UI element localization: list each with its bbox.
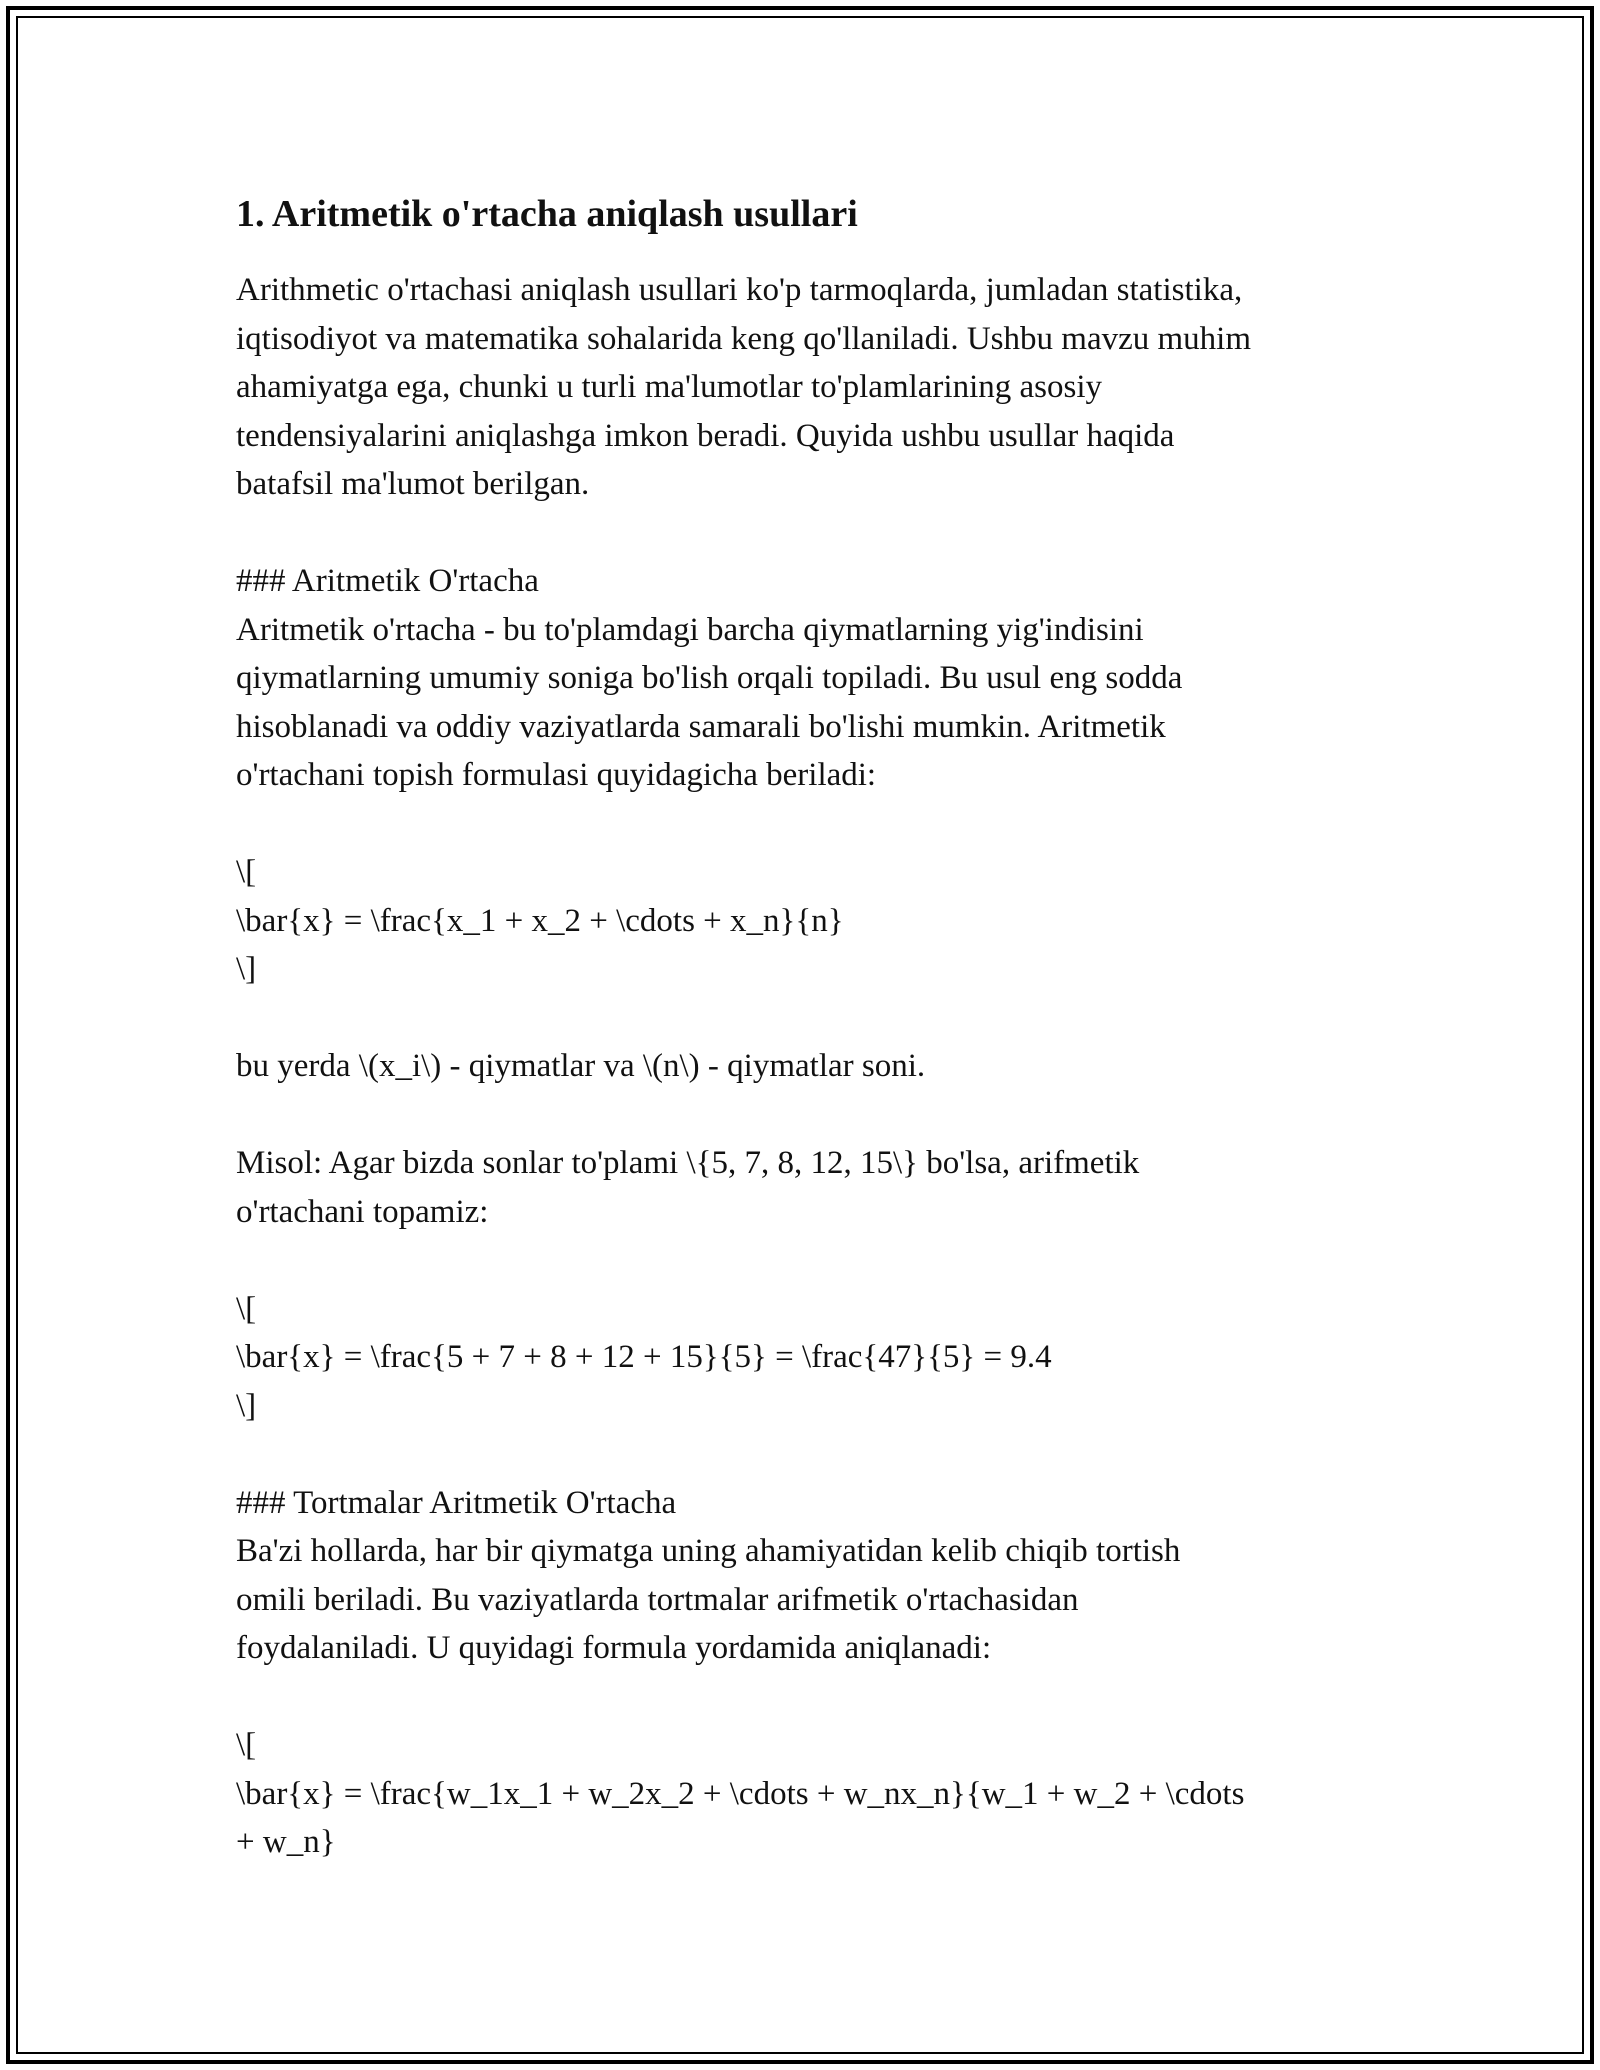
spacer (236, 509, 1376, 558)
section-paragraph-weighted-mean: Ba'zi hollarda, har bir qiymatga uning ahamiyatidan kelib chiqib tortish omili beriladi. Bu vaziyatlarda tortmalar arifmetik o'rtachasidan foydalaniladi. U quyidagi formula yordamida aniqlanadi: (236, 1533, 1181, 1666)
formula-example: \[ \bar{x} = \frac{5 + 7 + 8 + 12 + 15}{5} = \frac{47}{5} = 9.4 \] (236, 1290, 1052, 1424)
spacer (236, 1091, 1376, 1140)
formula-weighted-mean: \[ \bar{x} = \frac{w_1x_1 + w_2x_2 + \cdots + w_nx_n}{w_1 + w_2 + \cdots + w_n} (236, 1727, 1245, 1860)
section-paragraph-arithmetic-mean: Aritmetik o'rtacha - bu to'plamdagi barcha qiymatlarning yig'indisini qiymatlarning umumiy soniga bo'lish orqali topiladi. Bu usul eng sodda hisoblanadi va oddiy vaziyatlarda samarali bo'lishi mumkin. Aritmetik o'rtachani topish formulasi quyidagicha beriladi: (236, 611, 1183, 793)
spacer (236, 1430, 1376, 1479)
example-paragraph: Misol: Agar bizda sonlar to'plami \{5, 7, 8, 12, 15\} bo'lsa, arifmetik o'rtachani topamiz: (236, 1145, 1140, 1230)
spacer (236, 1673, 1376, 1722)
document-body (236, 186, 1376, 1867)
intro-paragraph: Arithmetic o'rtachasi aniqlash usullari ko'p tarmoqlarda, jumladan statistika, iqtisodiyot va matematika sohalarida keng qo'llaniladi. Ushbu mavzu muhim ahamiyatga ega, chunki u turli ma'lumotlar to'plamlarining asosiy tendensiyalarini aniqlashga imkon beradi. Quyida ushbu usullar haqida batafsil ma'lumot berilgan. (236, 272, 1251, 502)
formula-note: bu yerda \(x_i\) - qiymatlar va \(n\) - qiymatlar soni. (236, 1048, 926, 1084)
spacer (236, 994, 1376, 1043)
formula-arithmetic-mean: \[ \bar{x} = \frac{x_1 + x_2 + \cdots + x_n}{n} \] (236, 854, 844, 987)
document-title: 1. Aritmetik o'rtacha aniqlash usullari (236, 193, 858, 235)
spacer (236, 800, 1376, 849)
section-heading-weighted-mean: ### Tortmalar Aritmetik O'rtacha (236, 1484, 677, 1521)
section-heading-arithmetic-mean: ### Aritmetik O'rtacha (236, 563, 539, 599)
spacer (236, 1236, 1376, 1285)
